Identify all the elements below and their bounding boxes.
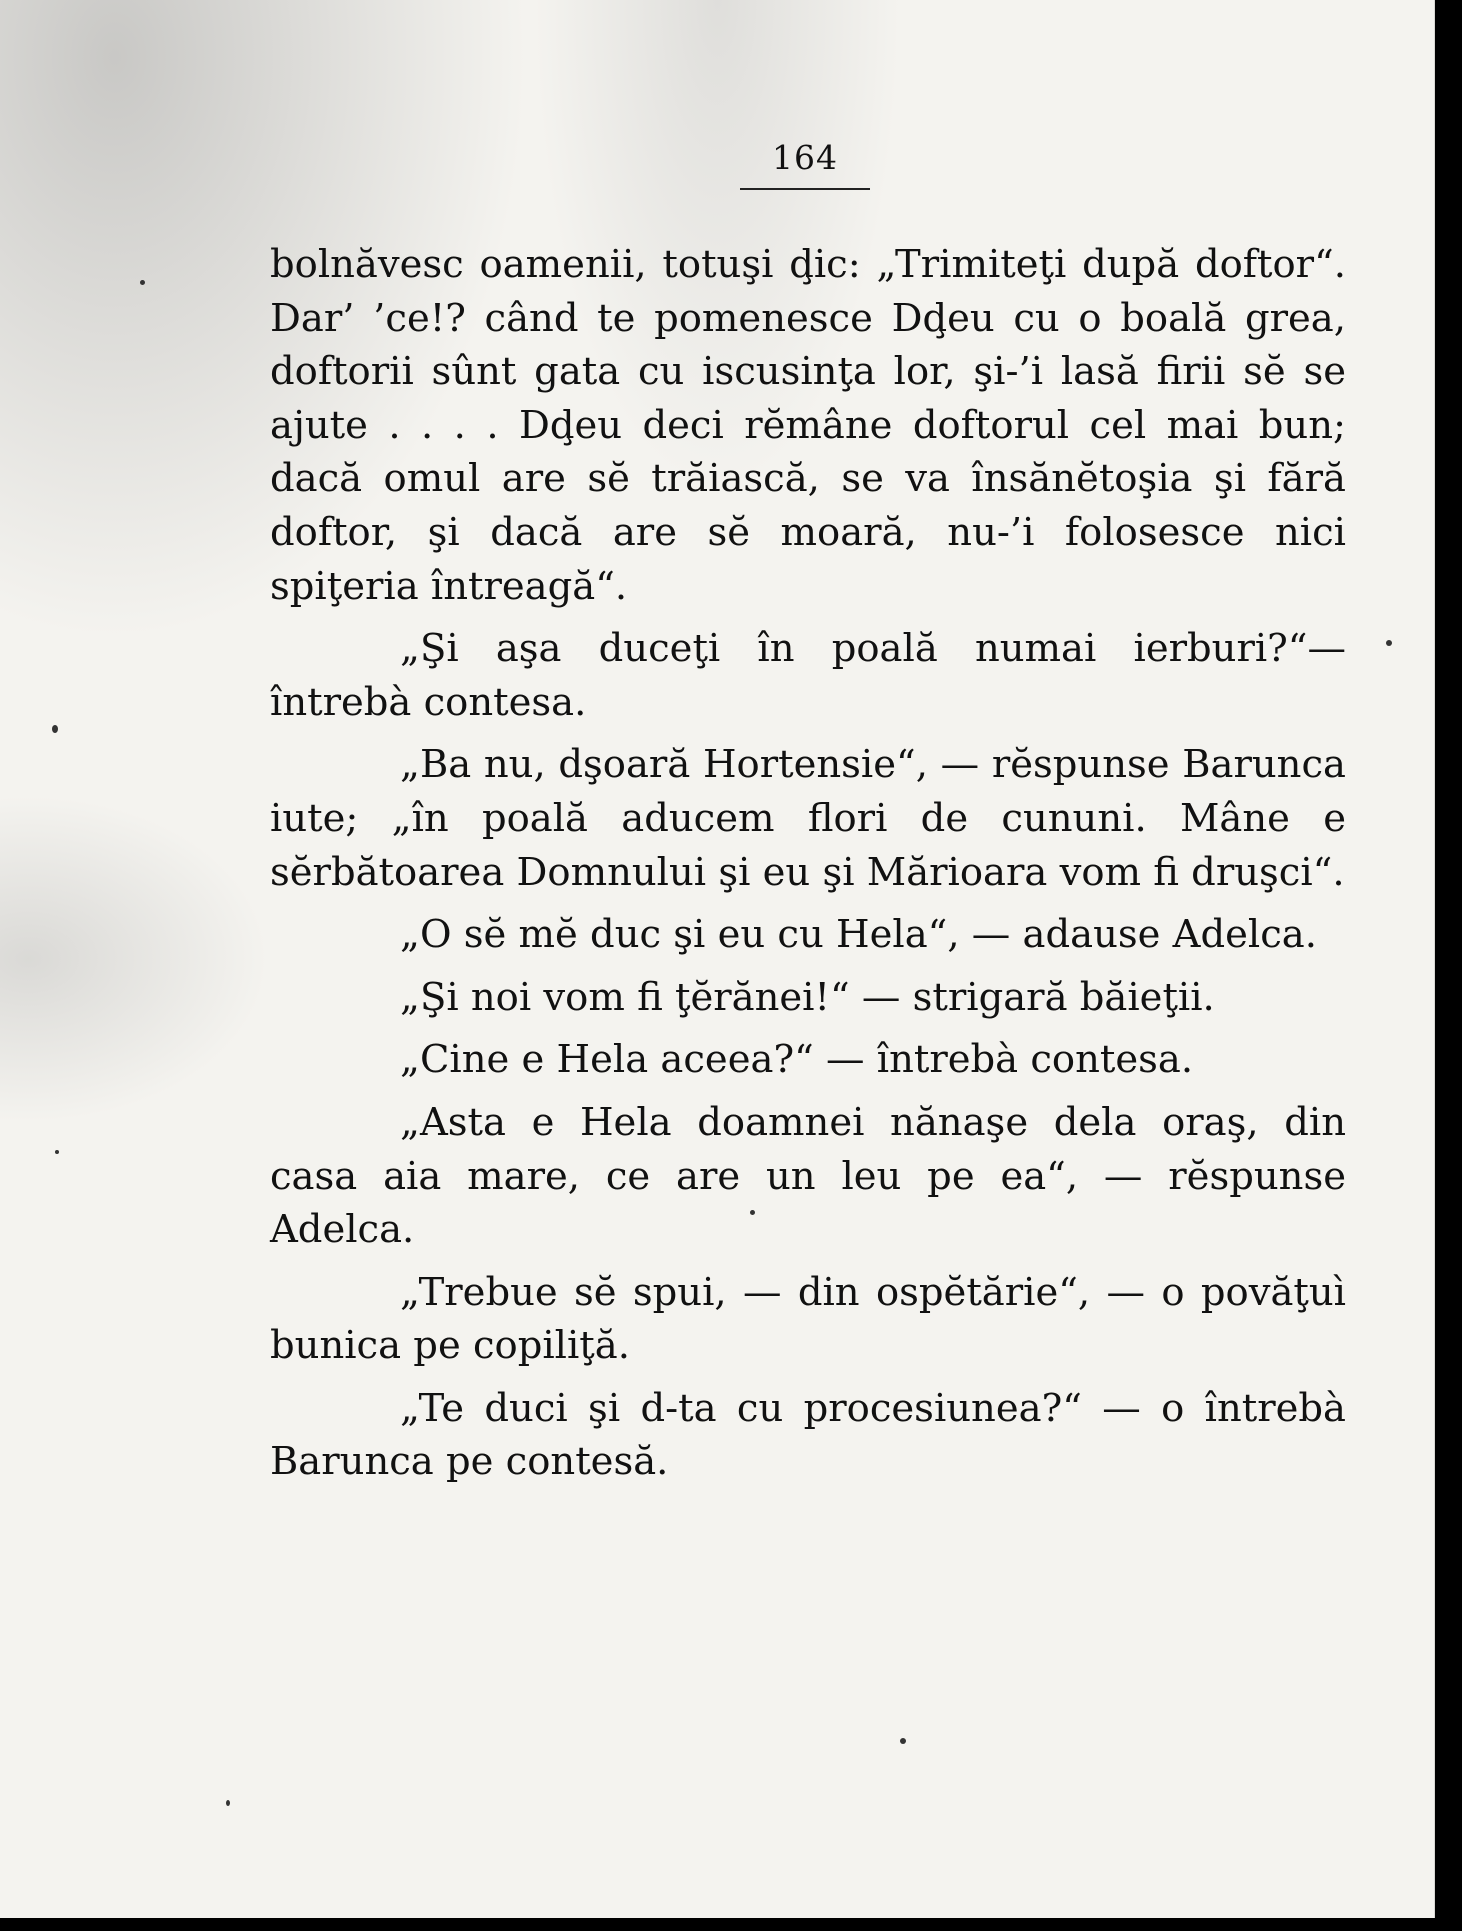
scan-speck — [900, 1738, 906, 1744]
page-number: 164 — [772, 138, 838, 177]
scan-speck — [140, 280, 145, 285]
paragraph: „O sĕ mĕ duc şi eu cu Hela“, — adause Adelca. — [400, 912, 1317, 958]
scan-speck — [55, 1150, 59, 1154]
scan-speck — [52, 725, 58, 733]
paragraph: „Cine e Hela aceea?“ — întrebà contesa. — [400, 1037, 1194, 1083]
scan-speck — [750, 1210, 755, 1215]
scan-speck — [226, 1800, 230, 1806]
paragraph: „Şi noi vom fi ţĕrănei!“ — strigară băieţii. — [400, 974, 1215, 1020]
paragraph: „Te duci şi d-ta cu procesiunea?“ — o întrebà Barunca pe contesă. — [270, 1385, 1346, 1485]
paragraph: „Şi aşa duceţi în poală numai ierburi?“— întrebà contesa. — [270, 626, 1346, 725]
paragraph: „Ba nu, dşoară Hortensie“, — rĕspunse Barunca iute; „în poală aducem flori de cununi. Mâne e sĕrbătoarea Domnului şi eu şi Mărioara vom fi druşci“. — [270, 742, 1346, 895]
scan-speck — [1386, 640, 1392, 646]
page-edge — [1434, 0, 1435, 1918]
paragraph: bolnăvesc oamenii, totuşi ḑic: „Trimiteţi după doftor“. Dar’ ’ce!? când te pomenesce Dḑeu cu o boală grea, doftorii sûnt gata cu iscusinţa lor, şi-’i lasă firii sĕ se ajute . . . . Dḑeu deci rĕmâne doftorul cel mai bun; dacă omul are sĕ trăiască, se va însănĕtoşia şi fără doftor, şi dacă are sĕ moară, nu-’i folosesce nici spiţeria întreagă“. — [270, 242, 1346, 609]
page-number-underline — [740, 188, 870, 190]
body-text — [270, 238, 1346, 1498]
paragraph: „Trebue sĕ spui, — din ospĕtărie“, — o povăţuì bunica pe copiliţă. — [270, 1269, 1346, 1369]
paragraph: „Asta e Hela doamnei nănaşe dela oraş, din casa aia mare, ce are un leu pe ea“, — rĕspunse Adelca. — [270, 1099, 1346, 1253]
